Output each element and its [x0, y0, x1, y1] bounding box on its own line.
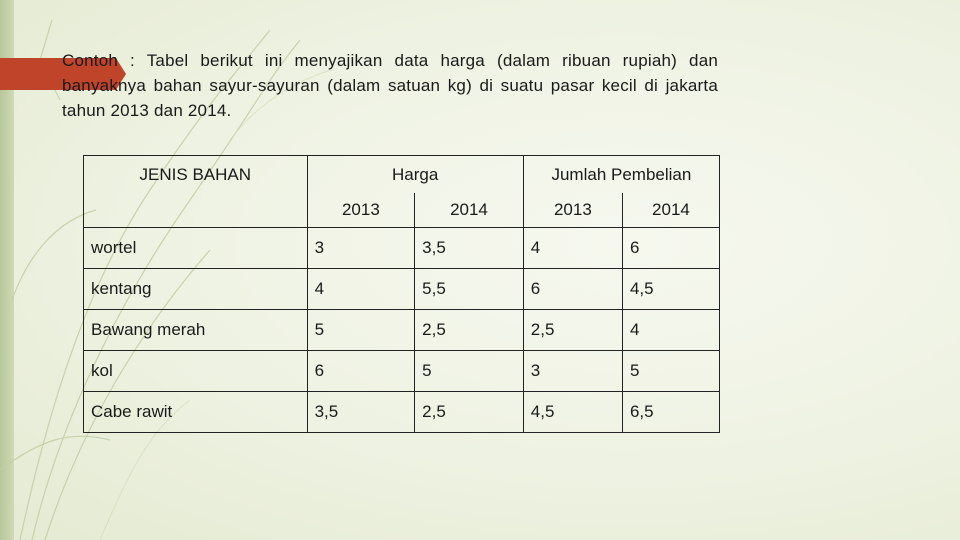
cell-jumlah-2013: 4,5: [523, 392, 622, 433]
cell-harga-2013: 3,5: [307, 392, 415, 433]
cell-harga-2014: 5: [415, 351, 524, 392]
cell-jumlah-2013: 2,5: [523, 310, 622, 351]
cell-harga-2014: 2,5: [415, 310, 524, 351]
table-header-row: [84, 156, 720, 194]
cell-jumlah-2014: 5: [622, 351, 719, 392]
cell-harga-2014: 5,5: [415, 269, 524, 310]
cell-jenis-bahan: kol: [84, 351, 308, 392]
header-jumlah-2013: 2013: [523, 193, 622, 228]
cell-harga-2013: 6: [307, 351, 415, 392]
header-harga-2013: 2013: [307, 193, 415, 228]
table-row: [84, 351, 720, 392]
header-harga: Harga: [307, 156, 523, 194]
cell-jumlah-2013: 6: [523, 269, 622, 310]
table-row: [84, 269, 720, 310]
cell-jumlah-2013: 3: [523, 351, 622, 392]
cell-jenis-bahan: wortel: [84, 228, 308, 269]
cell-jenis-bahan: kentang: [84, 269, 308, 310]
cell-jumlah-2013: 4: [523, 228, 622, 269]
cell-harga-2013: 5: [307, 310, 415, 351]
cell-harga-2013: 3: [307, 228, 415, 269]
header-jumlah-pembelian: Jumlah Pembelian: [523, 156, 719, 194]
table-row: [84, 228, 720, 269]
cell-jumlah-2014: 6,5: [622, 392, 719, 433]
cell-harga-2014: 3,5: [415, 228, 524, 269]
table-subheader-row: [84, 193, 720, 228]
cell-jumlah-2014: 4: [622, 310, 719, 351]
table-row: [84, 310, 720, 351]
cell-jumlah-2014: 4,5: [622, 269, 719, 310]
cell-jenis-bahan: Cabe rawit: [84, 392, 308, 433]
header-jenis-bahan: JENIS BAHAN: [84, 156, 308, 194]
header-empty-cell: [84, 193, 308, 228]
cell-jenis-bahan: Bawang merah: [84, 310, 308, 351]
header-jumlah-2014: 2014: [622, 193, 719, 228]
cell-harga-2013: 4: [307, 269, 415, 310]
cell-jumlah-2014: 6: [622, 228, 719, 269]
intro-paragraph: Contoh : Tabel berikut ini menyajikan data harga (dalam ribuan rupiah) dan banyaknya bahan sayur-sayuran (dalam satuan kg) di suatu pasar kecil di jakarta tahun 2013 dan 2014.: [62, 51, 718, 120]
table-row: [84, 392, 720, 433]
cell-harga-2014: 2,5: [415, 392, 524, 433]
vegetable-price-table: [83, 155, 720, 433]
header-harga-2014: 2014: [415, 193, 524, 228]
